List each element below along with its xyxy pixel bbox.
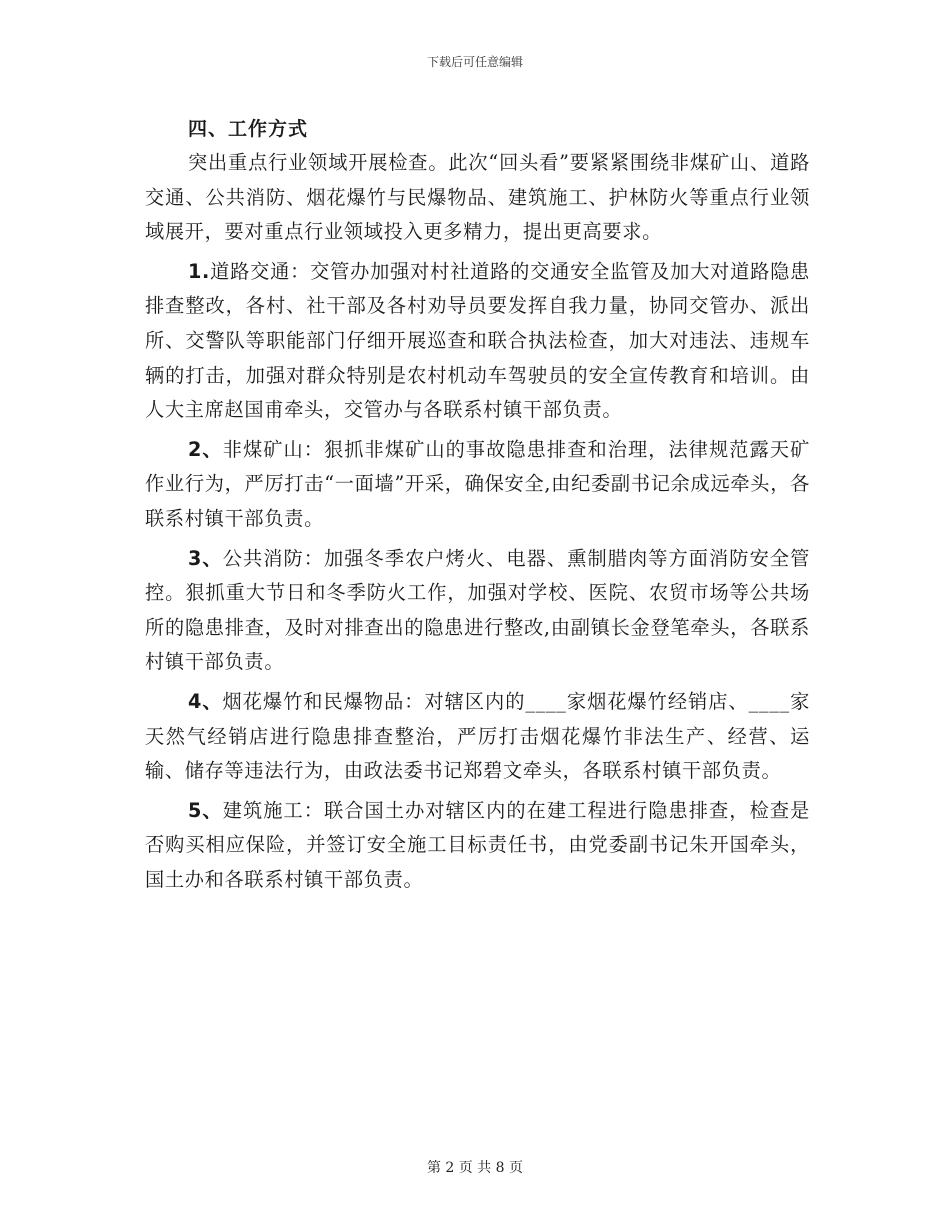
item-number: 1. xyxy=(188,259,211,283)
item-text: 道路交通：交管办加强对村社道路的交通安全监管及加大对道路隐患排查整改，各村、社干部及各村劝导员要发挥自我力量，协同交管办、派出所、交警队等职能部门仔细开展巡查和联合执法检查，加大对违法、违规车辆的打击，加强对群众特别是农村机动车驾驶员的安全宣传教育和培训。由人大主席赵国甫牵头，交管办与各联系村镇干部负责。 xyxy=(145,259,810,422)
item-number: 3、 xyxy=(188,546,223,570)
item-text: 烟花爆竹和民爆物品：对辖区内的____家烟花爆竹经销店、____家天然气经销店进行隐患排查整治，严厉打击烟花爆竹非法生产、经营、运输、储存等违法行为，由政法委书记郑碧文牵头，各联系村镇干部负责。 xyxy=(145,689,810,783)
page-footer: 第 2 页 共 8 页 xyxy=(426,1160,524,1176)
item-paragraph-2 xyxy=(145,433,810,537)
item-text: 公共消防：加强冬季农户烤火、电器、熏制腊肉等方面消防安全管控。狠抓重大节日和冬季防火工作，加强对学校、医院、农贸市场等公共场所的隐患排查，及时对排查出的隐患进行整改,由副镇长金登笔牵头，各联系村镇干部负责。 xyxy=(145,546,810,674)
section-heading: 四、工作方式 xyxy=(188,118,309,140)
item-paragraph-4 xyxy=(145,685,810,789)
intro-paragraph: 突出重点行业领域开展检查。此次“回头看”要紧紧围绕非煤矿山、道路交通、公共消防、烟花爆竹与民爆物品、建筑施工、护林防火等重点行业领域展开，要对重点行业领域投入更多精力，提出更高要求。 xyxy=(145,151,810,244)
item-text: 建筑施工：联合国土办对辖区内的在建工程进行隐患排查，检查是否购买相应保险，并签订安全施工目标责任书，由党委副书记朱开国牵头，国土办和各联系村镇干部负责。 xyxy=(145,798,810,891)
page-header: 下载后可任意编辑 xyxy=(426,55,523,69)
item-text: 非煤矿山：狠抓非煤矿山的事故隐患排查和治理，法律规范露天矿作业行为，严厉打击“一面墙”开采，确保安全,由纪委副书记余成远牵头，各联系村镇干部负责。 xyxy=(145,437,810,530)
item-number: 5、 xyxy=(188,798,223,822)
item-paragraph-1 xyxy=(145,255,810,428)
item-paragraph-3 xyxy=(145,542,810,680)
item-number: 2、 xyxy=(188,437,223,461)
item-number: 4、 xyxy=(188,689,223,713)
item-paragraph-5 xyxy=(145,794,810,898)
document-body xyxy=(145,112,810,902)
